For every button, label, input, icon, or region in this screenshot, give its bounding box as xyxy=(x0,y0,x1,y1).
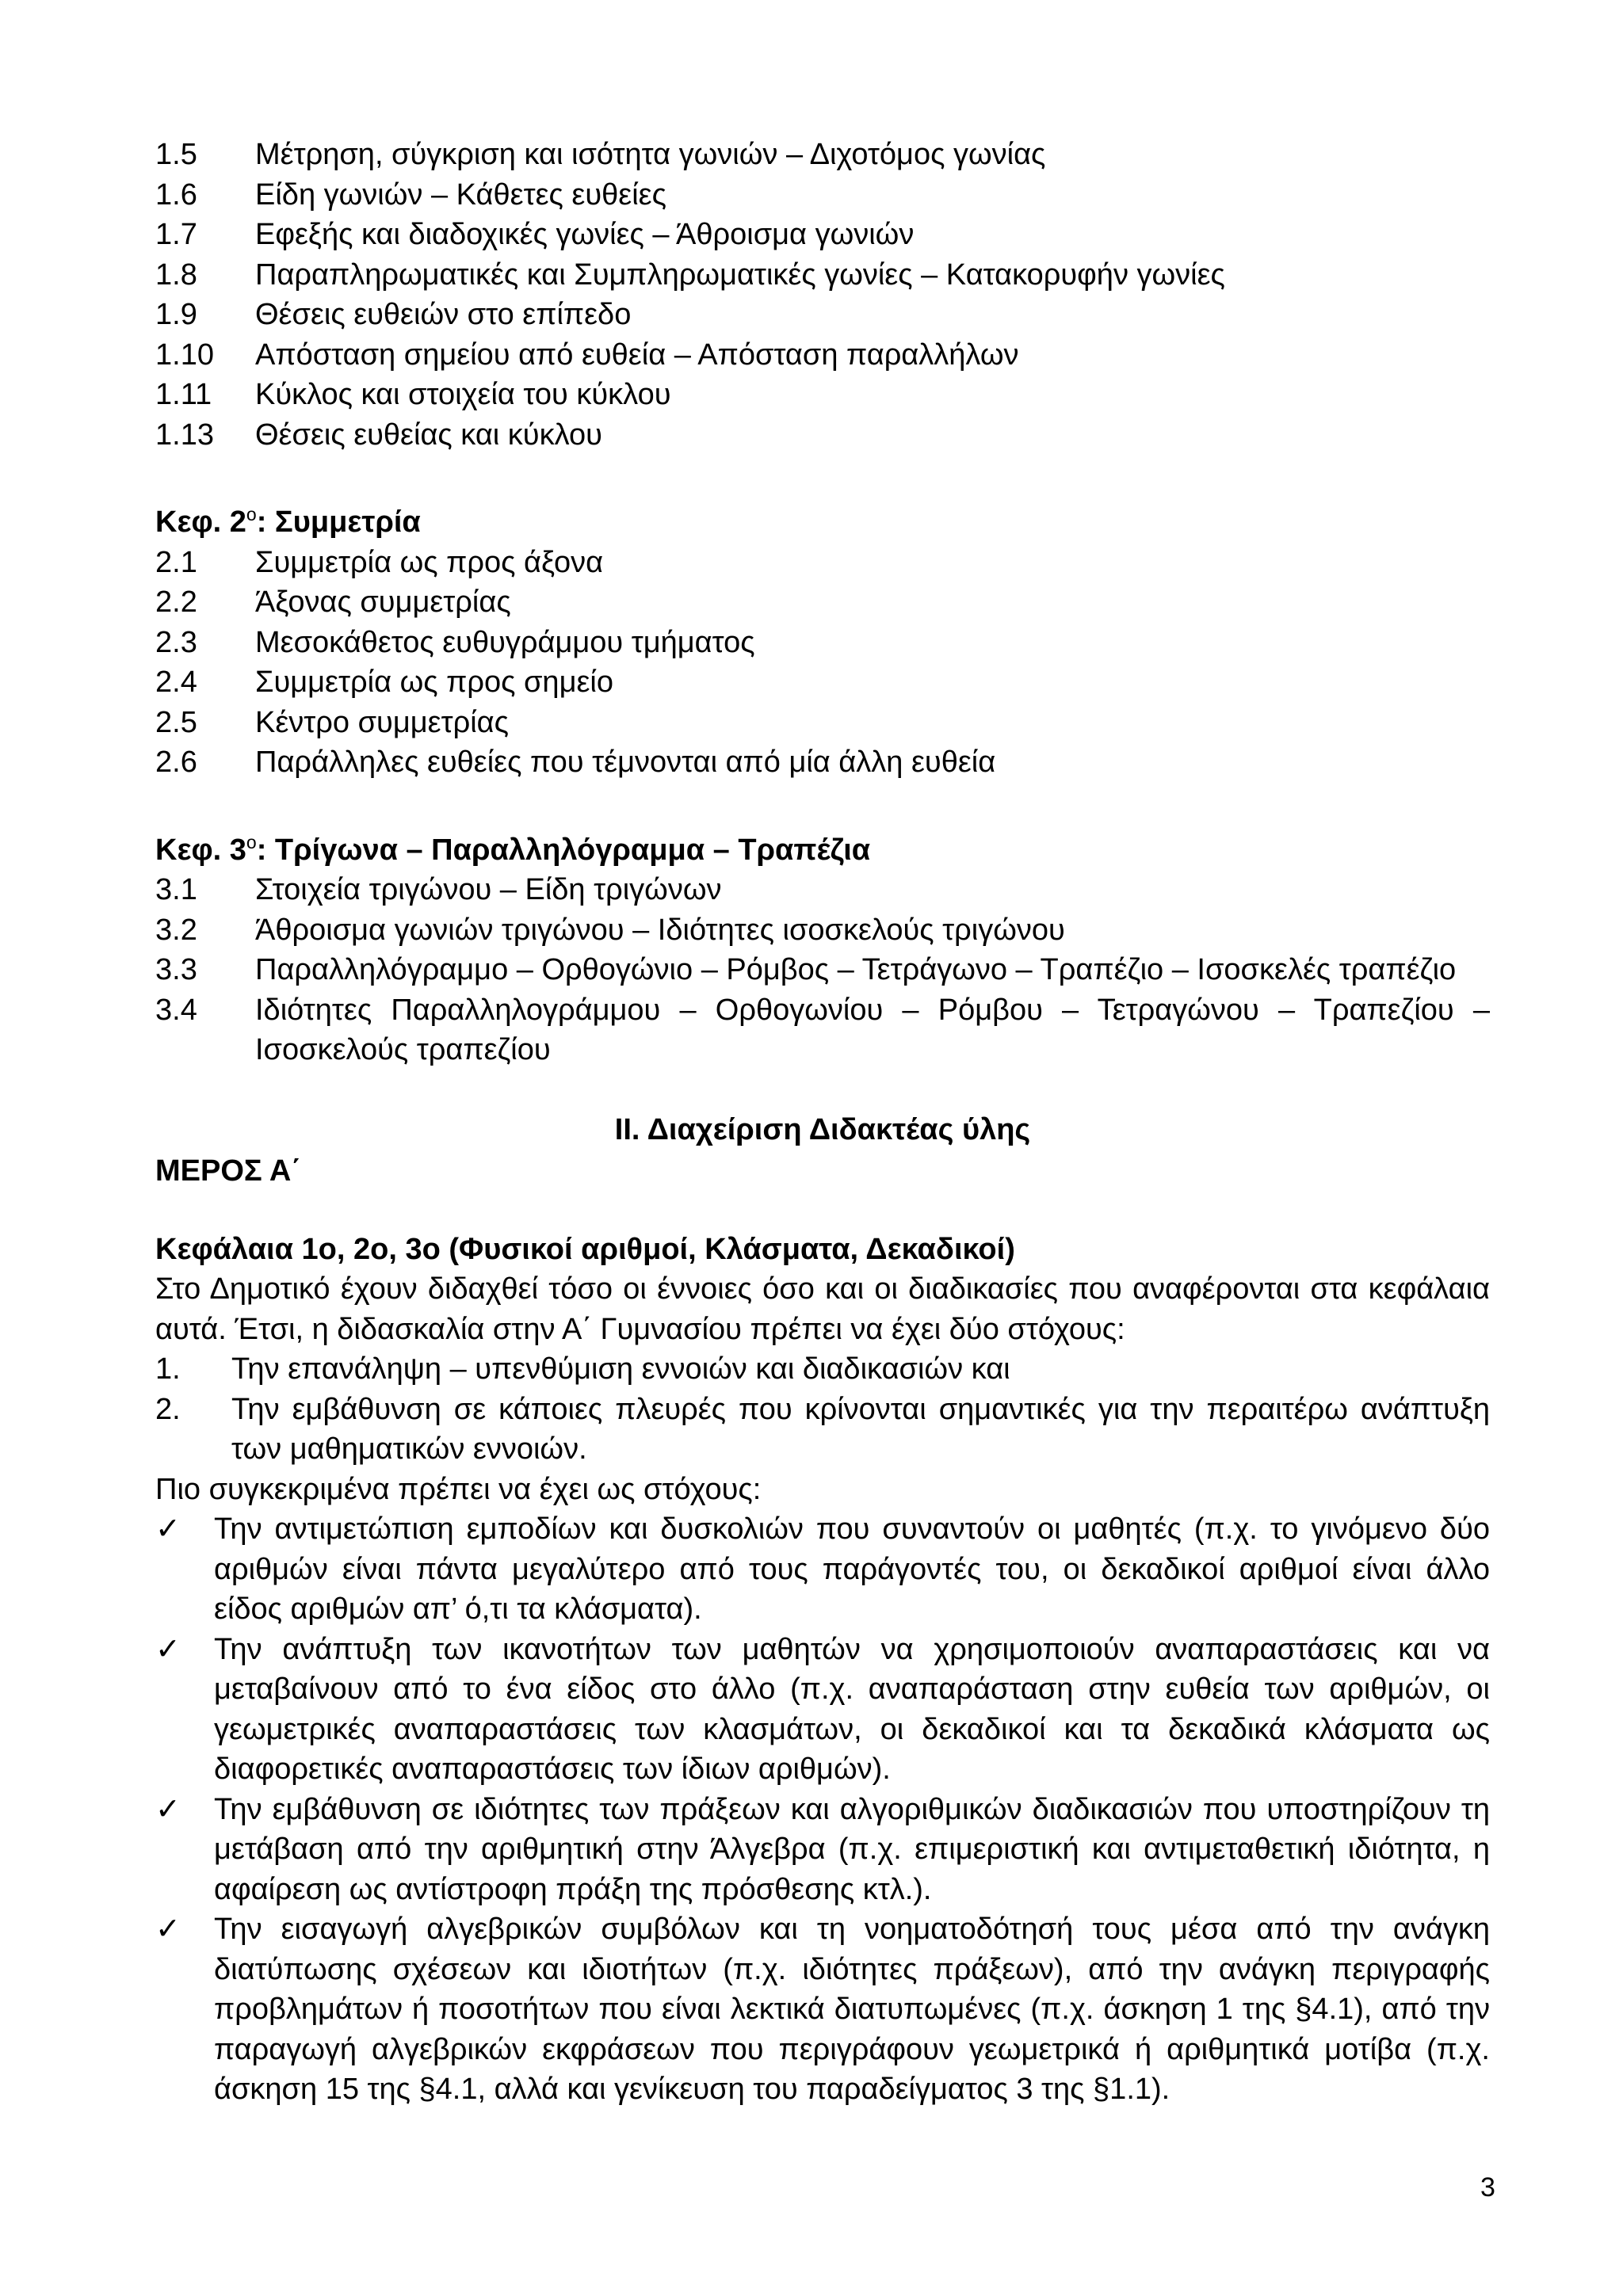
checklist-item xyxy=(155,1909,1490,2110)
spacer xyxy=(155,1190,1490,1230)
toc-item xyxy=(155,950,1490,990)
chapters-heading: Κεφάλαια 1ο, 2ο, 3ο (Φυσικοί αριθμοί, Κλάσματα, Δεκαδικοί) xyxy=(155,1232,1015,1266)
intro-paragraph: Στο Δημοτικό έχουν διδαχθεί τόσο οι έννοιες όσο και οι διαδικασίες που αναφέρονται στα κεφάλαια αυτά. Έτσι, η διδασκαλία στην Α΄ Γυμνασίου πρέπει να έχει δύο στόχους: xyxy=(155,1272,1490,1346)
chapter-3-title: : Τρίγωνα – Παραλληλόγραμμα – Τραπέζια xyxy=(256,833,871,867)
chapter-3-superscript: ο xyxy=(246,831,257,852)
section-heading-block xyxy=(155,1110,1490,1190)
toc-item-number: 1.7 xyxy=(155,218,197,251)
toc-item-number: 3.2 xyxy=(155,913,197,947)
toc-item-number: 1.5 xyxy=(155,138,197,171)
toc-item-number: 1.13 xyxy=(155,418,214,452)
toc-list-chapter-3 xyxy=(155,870,1490,1070)
list-item-text: Την επανάληψη – υπενθύμιση εννοιών και διαδικασιών και xyxy=(231,1352,1010,1386)
chapter-2-heading xyxy=(155,494,1490,543)
toc-item-text: Είδη γωνιών – Κάθετες ευθείες xyxy=(255,177,666,212)
toc-item-text xyxy=(255,990,1490,1070)
toc-item xyxy=(155,175,1490,215)
toc-item-text: Παράλληλες ευθείες που τέμνονται από μία άλλη ευθεία xyxy=(255,746,996,779)
checkmark-icon: ✓ xyxy=(155,1913,181,1946)
part-label: ΜΕΡΟΣ Α΄ xyxy=(155,1154,301,1188)
checklist-item xyxy=(155,1630,1490,1790)
chapter-3-prefix: Κεφ. 3 xyxy=(155,833,246,867)
chapter-3-heading xyxy=(155,822,1490,871)
toc-item xyxy=(155,870,1490,910)
toc-item-text: Κύκλος και στοιχεία του κύκλου xyxy=(255,378,671,411)
checklist xyxy=(155,1509,1490,2110)
chapter-2-superscript: ο xyxy=(246,504,257,524)
toc-item xyxy=(155,295,1490,335)
toc-item xyxy=(155,415,1490,456)
checklist-item-text: Την εισαγωγή αλγεβρικών συμβόλων και τη νοηματοδότησή τους μέσα από την ανάγκη διατύπωσης σχέσεων και ιδιοτήτων (π.χ. ιδιότητες πράξεων), από την ανάγκη περιγραφής προβλημάτων ή ποσοτήτων που είναι λεκτικά διατυπωμένες (π.χ. άσκηση 1 της §4.1), από την παραγωγή αλγεβρικών εκφράσεων που περιγράφουν γεωμετρικά ή αριθμητικά μοτίβα (π.χ. άσκηση 15 της §4.1, αλλά και γενίκευση του παραδείγματος 3 της §1.1). xyxy=(214,1913,1490,2106)
toc-item xyxy=(155,255,1490,296)
chapter-2-title: : Συμμετρία xyxy=(256,505,421,539)
checklist-item-text: Την ανάπτυξη των ικανοτήτων των μαθητών να χρησιμοποιούν αναπαραστάσεις και να μεταβαίνουν από το ένα είδος στο άλλο (π.χ. αναπαράσταση στην ευθεία των αριθμών, οι γεωμετρικές αναπαραστάσεις των κλασμάτων, οι δεκαδικοί και τα δεκαδικά κλάσματα ως διαφορετικές αναπαραστάσεις των ίδιων αριθμών). xyxy=(214,1632,1490,1786)
chapter-2-prefix: Κεφ. 2 xyxy=(155,505,246,539)
toc-item-text: Θέσεις ευθειών στο επίπεδο xyxy=(255,298,632,331)
toc-item-text: Μέτρηση, σύγκριση και ισότητα γωνιών – Διχοτόμος γωνίας xyxy=(255,138,1046,171)
toc-item-text: Μεσοκάθετος ευθυγράμμου τμήματος xyxy=(255,625,755,659)
toc-list-chapter-1 xyxy=(155,135,1490,455)
toc-item-text: Συμμετρία ως προς σημείο xyxy=(255,666,613,699)
specific-goals-intro: Πιο συγκεκριμένα πρέπει να έχει ως στόχους: xyxy=(155,1472,762,1506)
checkmark-icon: ✓ xyxy=(155,1632,181,1666)
list-item-number: 2. xyxy=(155,1392,181,1426)
toc-item-number: 2.6 xyxy=(155,746,197,779)
toc-item-text: Θέσεις ευθείας και κύκλου xyxy=(255,418,602,452)
toc-item-text: Απόσταση σημείου από ευθεία – Απόσταση παραλλήλων xyxy=(255,338,1019,372)
page-number: 3 xyxy=(1480,2172,1495,2203)
toc-item-number: 3.3 xyxy=(155,953,197,986)
toc-item-text: Άξονας συμμετρίας xyxy=(255,585,511,619)
goals-list xyxy=(155,1349,1490,1470)
checklist-item-text: Την εμβάθυνση σε ιδιότητες των πράξεων και αλγοριθμικών διαδικασιών που υποστηρίζουν τη μετάβαση από την αριθμητική στην Άλγεβρα (π.χ. επιμεριστική και αντιμεταθετική ιδιότητα, η αφαίρεση ως αντίστροφη πράξη της πρόσθεσης κτλ.). xyxy=(214,1792,1490,1906)
section-title: ΙΙ. Διαχείριση Διδακτέας ύλης xyxy=(614,1112,1031,1146)
toc-item-text: Παραπληρωματικές και Συμπληρωματικές γωνίες – Κατακορυφήν γωνίες xyxy=(255,257,1225,292)
list-item-number: 1. xyxy=(155,1352,181,1386)
toc-item-number: 3.4 xyxy=(155,993,197,1027)
toc-list-chapter-2 xyxy=(155,543,1490,783)
toc-item xyxy=(155,135,1490,175)
list-item xyxy=(155,1349,1490,1390)
toc-item xyxy=(155,662,1490,703)
toc-item-number: 1.9 xyxy=(155,298,197,331)
toc-item-text-line-1: Ιδιότητες Παραλληλογράμμου – Ορθογωνίου – Ρόμβου – Τετραγώνου – Τραπεζίου – xyxy=(255,993,1490,1027)
toc-item-number: 2.3 xyxy=(155,625,197,659)
spacer xyxy=(155,455,1490,494)
toc-item xyxy=(155,215,1490,255)
toc-item-number: 1.11 xyxy=(155,378,212,411)
list-item xyxy=(155,1390,1490,1470)
toc-item-text: Εφεξής και διαδοχικές γωνίες – Άθροισμα γωνιών xyxy=(255,218,915,251)
toc-item xyxy=(155,910,1490,951)
toc-item-number: 1.8 xyxy=(155,257,197,292)
toc-item-text: Κέντρο συμμετρίας xyxy=(255,705,509,739)
spacer xyxy=(155,1070,1490,1110)
toc-item xyxy=(155,742,1490,783)
checkmark-icon: ✓ xyxy=(155,1792,181,1826)
toc-item-text: Παραλληλόγραμμο – Ορθογώνιο – Ρόμβος – Τετράγωνο – Τραπέζιο – Ισοσκελές τραπέζιο xyxy=(255,953,1457,986)
spacer xyxy=(155,783,1490,822)
toc-item xyxy=(155,623,1490,663)
toc-item-text: Άθροισμα γωνιών τριγώνου – Ιδιότητες ισοσκελούς τριγώνου xyxy=(255,913,1065,947)
checklist-item-text: Την αντιμετώπιση εμποδίων και δυσκολιών που συναντούν οι μαθητές (π.χ. το γινόμενο δύο αριθμών είναι πάντα μεγαλύτερο από τους παράγοντές του, οι δεκαδικοί αριθμοί είναι άλλο είδος αριθμών απ’ ό,τι τα κλάσματα). xyxy=(214,1512,1490,1626)
toc-item xyxy=(155,990,1490,1070)
toc-item xyxy=(155,582,1490,623)
toc-item-text-line-2: Ισοσκελούς τραπεζίου xyxy=(255,1033,551,1066)
checkmark-icon: ✓ xyxy=(155,1512,181,1546)
toc-item-number: 3.1 xyxy=(155,873,197,906)
toc-item xyxy=(155,543,1490,583)
toc-item-number: 2.4 xyxy=(155,666,197,699)
toc-item-number: 2.1 xyxy=(155,545,197,579)
list-item-text: Την εμβάθυνση σε κάποιες πλευρές που κρίνονται σημαντικές για την περαιτέρω ανάπτυξη των μαθηματικών εννοιών. xyxy=(231,1392,1490,1466)
checklist-item xyxy=(155,1790,1490,1910)
checklist-item xyxy=(155,1509,1490,1630)
page-content xyxy=(155,135,1490,2110)
toc-item-number: 1.10 xyxy=(155,338,214,372)
toc-item-text: Συμμετρία ως προς άξονα xyxy=(255,545,604,579)
toc-item xyxy=(155,703,1490,743)
toc-item-number: 2.5 xyxy=(155,705,197,739)
toc-item-number: 2.2 xyxy=(155,585,197,619)
toc-item-text: Στοιχεία τριγώνου – Είδη τριγώνων xyxy=(255,873,722,906)
toc-item-number: 1.6 xyxy=(155,177,197,212)
toc-item xyxy=(155,375,1490,415)
toc-item xyxy=(155,335,1490,376)
